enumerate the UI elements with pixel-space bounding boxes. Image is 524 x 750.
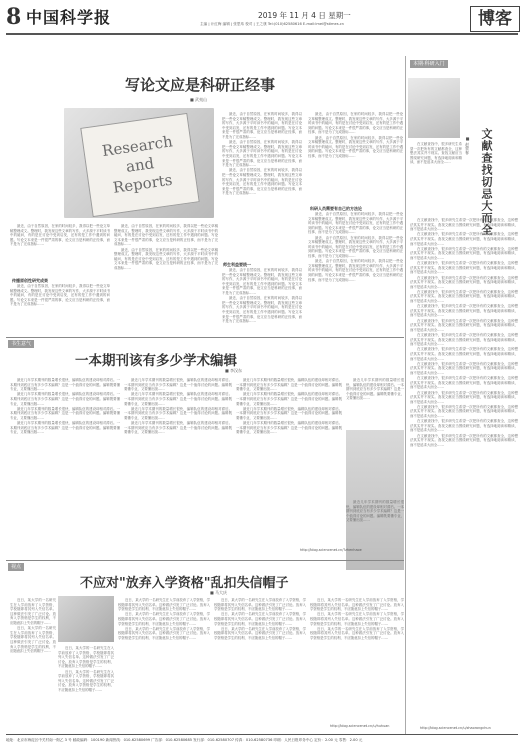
article1-column-1: 最近，由于自然原因，在家的时间较多，我得以把一些论文草稿整理成文。整理时，我发现这些文章的写作，大多源于平时读书中的疑问，有的是在讨论中受到启发，还有的是工作中遇到的问题。写论文本来是一件很严肃的事，论文应当是科研的正经事，而不是为了完成指标…… [10,224,110,247]
sidebar-divider [405,56,406,734]
article3-column-2: 近日，某大学的一名研究生在入学前放弃了入学资格，学校随即将其列入失信名单。这种做法引发了广泛讨论。放弃入学资格是学生的权利，不应随意扣上失信的帽子…… 近日，某大学的一名研究生在入学前放弃了入学资格，学校随即将其列入失信名单。这种做法引发了广泛讨论。放弃入学资格是学生的权利，不应随意扣上失信的帽子…… 近日，某大学的一名研究生在入学前放弃了入学资格，学校随即将其列入失信名单。这种做法引发了广泛讨论。放弃入学资格是学生的权利，不应随意扣上失信的帽子…… [118,598,210,640]
article2-tag: 书生意气 [8,340,34,348]
sidebar-photo [408,78,460,138]
article1-column-1b: 最近，由于自然原因，在家的时间较多，我得以把一些论文草稿整理成文。整理时，我发现这些文章的写作，大多源于平时读书中的疑问，有的是在讨论中受到启发，还有的是工作中遇到的问题。写论文本来是一件很严肃的事，论文应当是科研的正经事，而不是为了完成指标…… [10,284,110,307]
article2-column-1: 最近几年学术期刊的数量增长很快，编辑队伍的建设却相对滞后。一本期刊到底应当有多少学术编辑？这是一个值得讨论的问题。编辑既要懂专业，又要懂出版…… 最近几年学术期刊的数量增长很快，编辑队伍的建设却相对滞后。一本期刊到底应当有多少学术编辑？这是一个值得讨论的问题。编辑既要懂专业，又要懂出版…… 最近几年学术期刊的数量增长很快，编辑队伍的建设却相对滞后。一本期刊到底应当有多少学术编辑？这是一个值得讨论的问题。编辑既要懂专业，又要懂出版…… 最近几年学术期刊的数量增长很快，编辑队伍的建设却相对滞后。一本期刊到底应当有多少学术编辑？这是一个值得讨论的问题。编辑既要懂专业，又要懂出版…… [10,378,120,435]
header-rule [6,33,518,35]
article2-column-2: 最近几年学术期刊的数量增长很快，编辑队伍的建设却相对滞后。一本期刊到底应当有多少学术编辑？这是一个值得讨论的问题。编辑既要懂专业，又要懂出版…… 最近几年学术期刊的数量增长很快，编辑队伍的建设却相对滞后。一本期刊到底应当有多少学术编辑？这是一个值得讨论的问题。编辑既要懂专业，又要懂出版…… 最近几年学术期刊的数量增长很快，编辑队伍的建设却相对滞后。一本期刊到底应当有多少学术编辑？这是一个值得讨论的问题。编辑既要懂专业，又要懂出版…… 最近几年学术期刊的数量增长很快，编辑队伍的建设却相对滞后。一本期刊到底应当有多少学术编辑？这是一个值得讨论的问题。编辑既要懂专业，又要懂出版…… [124,378,232,435]
article2-column-4: 最近几年学术期刊的数量增长很快，编辑队伍的建设却相对滞后。一本期刊到底应当有多少学术编辑？这是一个值得讨论的问题。编辑既要懂专业，又要懂出版…… [346,378,404,401]
article3-title: 不应对"放弃入学资格"乱扣失信帽子 [80,576,289,591]
editor-meta: 主编 | 计红梅 编辑 | 张思玮 校对 | 王之康 Tel:(010)62580616 E-mail:lmei@stimes.cn [200,22,344,26]
section-label: 博客 [470,6,520,32]
article1-title: 写论文应是科研正经事 [124,76,275,94]
article3-photo [58,596,114,642]
article2-author: ■ 李汉东 [225,368,243,373]
article3-column-1b: 近日，某大学的一名研究生在入学前放弃了入学资格，学校随即将其列入失信名单。这种做法引发了广泛讨论。放弃入学资格是学生的权利，不应随意扣上失信的帽子…… 近日，某大学的一名研究生在入学前放弃了入学资格，学校随即将其列入失信名单。这种做法引发了广泛讨论。放弃入学资格是学生的权利，不应随意扣上失信的帽子…… [58,646,114,692]
article1-subhead-3: 科研人员需要有自己的方法论 [310,206,362,211]
article1-photo-text: Research and Reports [100,132,174,197]
article1-column-1c: 最近，由于自然原因，在家的时间较多，我得以把一些论文草稿整理成文。整理时，我发现这些文章的写作，大多源于平时读书中的疑问，有的是在讨论中受到启发，还有的是工作中遇到的问题。写论文本来是一件很严肃的事，论文应当是科研的正经事，而不是为了完成指标…… 最近，由于自然原因，在家的时间较多，我得以把一些论文草稿整理成文。整理时，我发现这些文章的写作，大多源于平时读书中的疑问，有的是在讨论中受到启发，还有的是工作中遇到的问题。写论文本来是一件很严肃的事，论文应当是科研的正经事，而不是为了完成指标…… [114,224,218,270]
footer-rule [6,734,518,735]
article-divider-1 [6,337,404,338]
footer-info: 地址：北京市海淀区中关村南一街乙 3 号 邮政编码：100190 新闻热线：010-62580699 广告部：010-62580685 发行部：010-62580707 传真：010-62580736 印刷：人民日报印务中心 定价：2.00 元 零售：2.00 元 [6,738,363,742]
page-number: 8 [6,4,22,30]
sidebar-body: 在文献查找中，很多研究生希望一次把所有的文献都查全，这种想法其实并不现实。查找文献应当围绕研究问题，有选择地阅读和精读，而不是追求大而全…… 在文献查找中，很多研究生希望一次把所有的文献都查全，这种想法其实并不现实。查找文献应当围绕研究问题，有选择地阅读和精读，而不是追求大而全…… 在文献查找中，很多研究生希望一次把所有的文献都查全，这种想法其实并不现实。查找文献应当围绕研究问题，有选择地阅读和精读，而不是追求大而全…… 在文献查找中，很多研究生希望一次把所有的文献都查全，这种想法其实并不现实。查找文献应当围绕研究问题，有选择地阅读和精读，而不是追求大而全…… 在文献查找中，很多研究生希望一次把所有的文献都查全，这种想法其实并不现实。查找文献应当围绕研究问题，有选择地阅读和精读，而不是追求大而全…… 在文献查找中，很多研究生希望一次把所有的文献都查全，这种想法其实并不现实。查找文献应当围绕研究问题，有选择地阅读和精读，而不是追求大而全…… 在文献查找中，很多研究生希望一次把所有的文献都查全，这种想法其实并不现实。查找文献应当围绕研究问题，有选择地阅读和精读，而不是追求大而全…… 在文献查找中，很多研究生希望一次把所有的文献都查全，这种想法其实并不现实。查找文献应当围绕研究问题，有选择地阅读和精读，而不是追求大而全…… 在文献查找中，很多研究生希望一次把所有的文献都查全，这种想法其实并不现实。查找文献应当围绕研究问题，有选择地阅读和精读，而不是追求大而全…… 在文献查找中，很多研究生希望一次把所有的文献都查全，这种想法其实并不现实。查找文献应当围绕研究问题，有选择地阅读和精读，而不是追求大而全…… 在文献查找中，很多研究生希望一次把所有的文献都查全，这种想法其实并不现实。查找文献应当围绕研究问题，有选择地阅读和精读，而不是追求大而全…… 在文献查找中，很多研究生希望一次把所有的文献都查全，这种想法其实并不现实。查找文献应当围绕研究问题，有选择地阅读和精读，而不是追求大而全…… 在文献查找中，很多研究生希望一次把所有的文献都查全，这种想法其实并不现实。查找文献应当围绕研究问题，有选择地阅读和精读，而不是追求大而全…… 在文献查找中，很多研究生希望一次把所有的文献都查全，这种想法其实并不现实。查找文献应当围绕研究问题，有选择地阅读和精读，而不是追求大而全…… 在文献查找中，很多研究生希望一次把所有的文献都查全，这种想法其实并不现实。查找文献应当围绕研究问题，有选择地阅读和精读，而不是追求大而全…… 在文献查找中，很多研究生希望一次把所有的文献都查全，这种想法其实并不现实。查找文献应当围绕研究问题，有选择地阅读和精读，而不是追求大而全…… [410,218,518,447]
article2-title: 一本期刊该有多少学术编辑 [75,353,237,369]
article1-column-3: 最近，由于自然原因，在家的时间较多，我得以把一些论文草稿整理成文。整理时，我发现这些文章的写作，大多源于平时读书中的疑问，有的是在讨论中受到启发，还有的是工作中遇到的问题。写论文本来是一件很严肃的事，论文应当是科研的正经事，而不是为了完成指标…… 最近，由于自然原因，在家的时间较多，我得以把一些论文草稿整理成文。整理时，我发现这些文章的写作，大多源于平时读书中的疑问，有的是在讨论中受到启发，还有的是工作中遇到的问题。写论文本来是一件很严肃的事，论文应当是科研的正经事，而不是为了完成指标…… [308,112,403,158]
article1-photo [64,108,214,218]
article-divider-2 [6,560,404,561]
article3-author: ■ 马大庆 [210,590,228,595]
issue-date: 2019 年 11 月 4 日 星期一 [258,11,351,20]
paper-name: 中国科学报 [26,8,112,27]
sidebar-link[interactable]: http://blog.sciencenet.cn/u/zhaorongchun [420,726,491,730]
article1-subhead-2: 师生利益要统一 [223,262,251,267]
article3-column-3: 近日，某大学的一名研究生在入学前放弃了入学资格，学校随即将其列入失信名单。这种做法引发了广泛讨论。放弃入学资格是学生的权利，不应随意扣上失信的帽子…… 近日，某大学的一名研究生在入学前放弃了入学资格，学校随即将其列入失信名单。这种做法引发了广泛讨论。放弃入学资格是学生的权利，不应随意扣上失信的帽子…… 近日，某大学的一名研究生在入学前放弃了入学资格，学校随即将其列入失信名单。这种做法引发了广泛讨论。放弃入学资格是学生的权利，不应随意扣上失信的帽子…… [214,598,306,640]
article3-column-1: 近日，某大学的一名研究生在入学前放弃了入学资格，学校随即将其列入失信名单。这种做法引发了广泛讨论。放弃入学资格是学生的权利，不应随意扣上失信的帽子…… 近日，某大学的一名研究生在入学前放弃了入学资格，学校随即将其列入失信名单。这种做法引发了广泛讨论。放弃入学资格是学生的权利，不应随意扣上失信的帽子…… [10,598,56,654]
article3-tag: 视点 [8,563,24,571]
article2-column-3: 最近几年学术期刊的数量增长很快，编辑队伍的建设却相对滞后。一本期刊到底应当有多少学术编辑？这是一个值得讨论的问题。编辑既要懂专业，又要懂出版…… 最近几年学术期刊的数量增长很快，编辑队伍的建设却相对滞后。一本期刊到底应当有多少学术编辑？这是一个值得讨论的问题。编辑既要懂专业，又要懂出版…… 最近几年学术期刊的数量增长很快，编辑队伍的建设却相对滞后。一本期刊到底应当有多少学术编辑？这是一个值得讨论的问题。编辑既要懂专业，又要懂出版…… 最近几年学术期刊的数量增长很快，编辑队伍的建设却相对滞后。一本期刊到底应当有多少学术编辑？这是一个值得讨论的问题。编辑既要懂专业，又要懂出版…… [236,378,342,435]
sidebar-column-top: 在文献查找中，很多研究生希望一次把所有的文献都查全，这种想法其实并不现实。查找文献应当围绕研究问题，有选择地阅读和精读，而不是追求大而全…… [410,142,462,165]
article1-author: ■ 武夷山 [190,97,208,102]
sidebar-title: 文献查找切忌大而全 [480,128,493,236]
article1-column-2: 最近，由于自然原因，在家的时间较多，我得以把一些论文草稿整理成文。整理时，我发现这些文章的写作，大多源于平时读书中的疑问，有的是在讨论中受到启发，还有的是工作中遇到的问题。写论文本来是一件很严肃的事，论文应当是科研的正经事，而不是为了完成指标…… 最近，由于自然原因，在家的时间较多，我得以把一些论文草稿整理成文。整理时，我发现这些文章的写作，大多源于平时读书中的疑问，有的是在讨论中受到启发，还有的是工作中遇到的问题。写论文本来是一件很严肃的事，论文应当是科研的正经事，而不是为了完成指标…… 最近，由于自然原因，在家的时间较多，我得以把一些论文草稿整理成文。整理时，我发现这些文章的写作，大多源于平时读书中的疑问，有的是在讨论中受到启发，还有的是工作中遇到的问题。写论文本来是一件很严肃的事，论文应当是科研的正经事，而不是为了完成指标…… [222,112,302,196]
sidebar-tag: 本期·科研入门 [410,60,448,68]
article3-column-4: 近日，某大学的一名研究生在入学前放弃了入学资格，学校随即将其列入失信名单。这种做法引发了广泛讨论。放弃入学资格是学生的权利，不应随意扣上失信的帽子…… 近日，某大学的一名研究生在入学前放弃了入学资格，学校随即将其列入失信名单。这种做法引发了广泛讨论。放弃入学资格是学生的权利，不应随意扣上失信的帽子…… 近日，某大学的一名研究生在入学前放弃了入学资格，学校随即将其列入失信名单。这种做法引发了广泛讨论。放弃入学资格是学生的权利，不应随意扣上失信的帽子…… [310,598,404,640]
article1-subhead-1: 传播原创性研究成果 [12,278,48,283]
article2-column-4b: 最近几年学术期刊的数量增长很快，编辑队伍的建设却相对滞后。一本期刊到底应当有多少学术编辑？这是一个值得讨论的问题。编辑既要懂专业，又要懂出版…… [346,500,404,523]
article3-link[interactable]: http://blog.sciencenet.cn/u/huhuan [330,724,390,728]
article1-column-2b: 最近，由于自然原因，在家的时间较多，我得以把一些论文草稿整理成文。整理时，我发现这些文章的写作，大多源于平时读书中的疑问，有的是在讨论中受到启发，还有的是工作中遇到的问题。写论文本来是一件很严肃的事，论文应当是科研的正经事，而不是为了完成指标…… 最近，由于自然原因，在家的时间较多，我得以把一些论文草稿整理成文。整理时，我发现这些文章的写作，大多源于平时读书中的疑问，有的是在讨论中受到启发，还有的是工作中遇到的问题。写论文本来是一件很严肃的事，论文应当是科研的正经事，而不是为了完成指标…… [222,268,302,324]
sidebar-author: ■ 赵荣春 [465,136,470,155]
article1-column-3b: 最近，由于自然原因，在家的时间较多，我得以把一些论文草稿整理成文。整理时，我发现这些文章的写作，大多源于平时读书中的疑问，有的是在讨论中受到启发，还有的是工作中遇到的问题。写论文本来是一件很严肃的事，论文应当是科研的正经事，而不是为了完成指标…… 最近，由于自然原因，在家的时间较多，我得以把一些论文草稿整理成文。整理时，我发现这些文章的写作，大多源于平时读书中的疑问，有的是在讨论中受到启发，还有的是工作中遇到的问题。写论文本来是一件很严肃的事，论文应当是科研的正经事，而不是为了完成指标…… 最近，由于自然原因，在家的时间较多，我得以把一些论文草稿整理成文。整理时，我发现这些文章的写作，大多源于平时读书中的疑问，有的是在讨论中受到启发，还有的是工作中遇到的问题。写论文本来是一件很严肃的事，论文应当是科研的正经事，而不是为了完成指标…… [308,212,403,282]
article2-link[interactable]: http://blog.sciencenet.cn/?zhenhaoe [300,548,362,552]
